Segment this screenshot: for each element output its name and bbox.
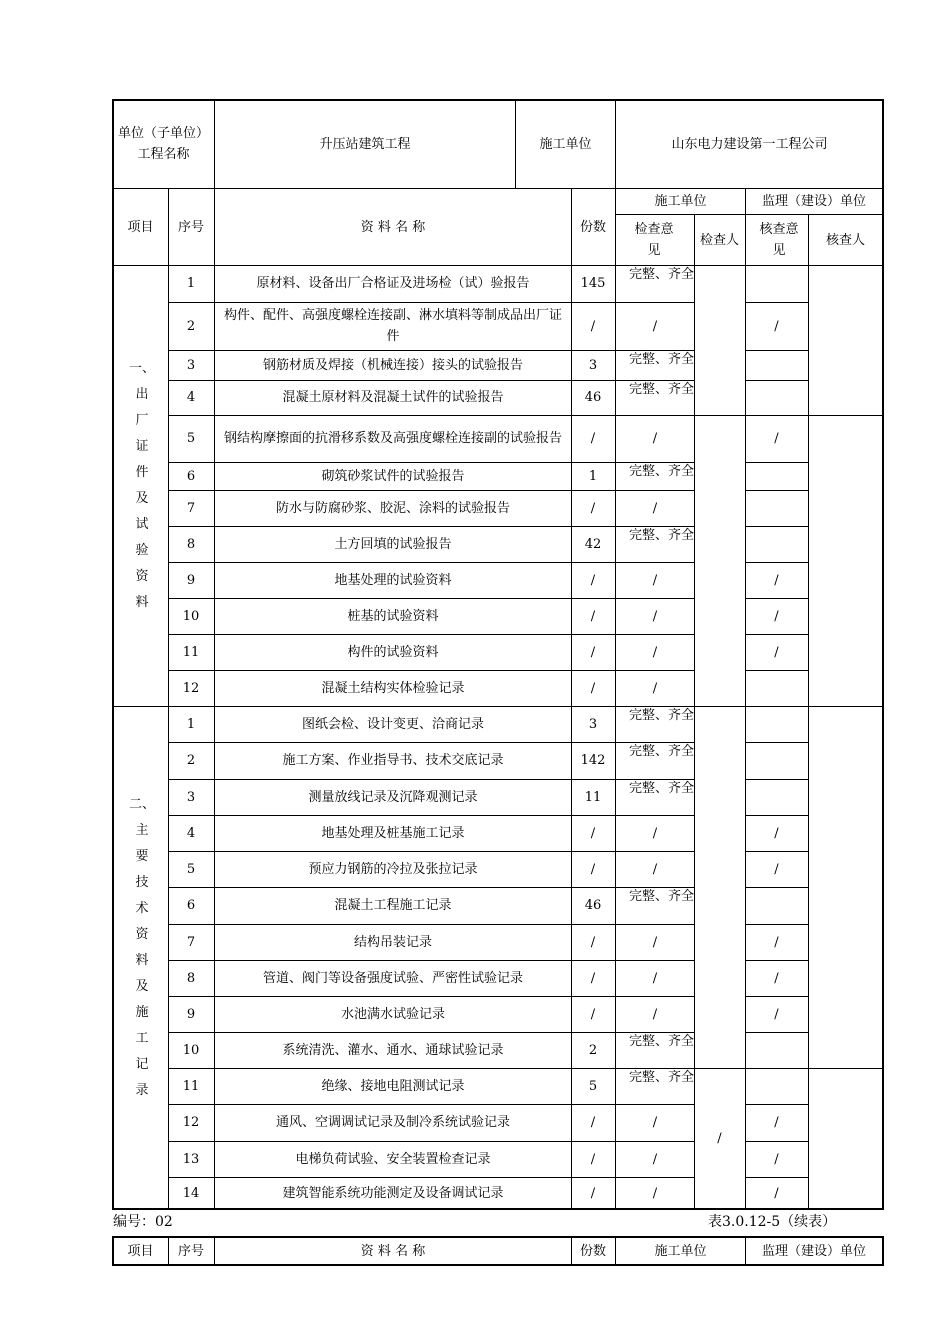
grid-line: [168, 924, 694, 925]
col-reviewer: 核查人: [825, 232, 865, 248]
row-name: 结构吊装记录: [353, 934, 432, 950]
grid-line: [745, 779, 808, 780]
grid-line: [168, 415, 694, 416]
row-seq: 12: [182, 680, 200, 696]
row-name: 测量放线记录及沉降观测记录: [308, 789, 478, 805]
row-check-opinion: /: [652, 608, 658, 624]
grid-line: [112, 706, 882, 707]
grid-line: [745, 1032, 808, 1033]
group-title-char: 及: [135, 491, 149, 506]
col-check-opinion: 检查意见: [634, 222, 674, 258]
row-check-opinion: /: [652, 1151, 658, 1167]
group-title-char: 件: [135, 465, 149, 480]
group-title-char: 验: [135, 543, 149, 558]
row-name: 管道、阀门等设备强度试验、严密性试验记录: [262, 970, 523, 986]
row-check-opinion: /: [652, 825, 658, 841]
group-title-char: 记: [135, 1057, 149, 1072]
row-name: 防水与防腐砂浆、胶泥、涂料的试验报告: [275, 500, 510, 516]
group-title-char: 技: [135, 875, 149, 890]
row-seq: 7: [186, 934, 196, 950]
grid-line: [694, 1068, 745, 1069]
row-name: 电梯负荷试验、安全装置检查记录: [295, 1151, 491, 1167]
group-title-char: 及: [135, 979, 149, 994]
row-check-opinion: 完整、齐全: [629, 1070, 694, 1085]
row-seq: 11: [182, 1078, 200, 1094]
row-seq: 3: [186, 357, 196, 373]
col-seq: 序号: [177, 219, 204, 235]
row-copies: 3: [588, 357, 598, 373]
row-check-opinion: 完整、齐全: [629, 382, 694, 397]
grid-line: [214, 1236, 215, 1265]
row-review-opinion: [745, 779, 808, 815]
grid-line: [168, 960, 694, 961]
table-reference: 表3.0.12-5（续表）: [708, 1214, 837, 1230]
row-name: 绝缘、接地电阻测试记录: [321, 1078, 465, 1094]
next-col-construction: 施工单位: [654, 1243, 707, 1259]
row-copies: 46: [584, 898, 602, 913]
grid-line: [745, 996, 808, 997]
row-check-opinion: /: [652, 970, 658, 986]
grid-line: [112, 1236, 114, 1265]
row-name: 施工方案、作业指导书、技术交底记录: [282, 753, 504, 768]
row-name: 构件、配件、高强度螺栓连接副、淋水填料等制成品出厂证件: [223, 308, 562, 344]
row-check-opinion: 完整、齐全: [629, 744, 694, 759]
row-name: 原材料、设备出厂合格证及进场检（试）验报告: [256, 276, 530, 291]
row-copies: /: [590, 825, 596, 841]
grid-line: [112, 1264, 884, 1266]
row-review-opinion: /: [774, 970, 779, 986]
row-review-opinion: [745, 462, 808, 490]
row-name: 混凝土原材料及混凝土试件的试验报告: [282, 390, 504, 405]
grid-line: [168, 1068, 694, 1069]
row-seq: 11: [182, 644, 200, 660]
row-check-opinion: 完整、齐全: [629, 528, 694, 543]
grid-line: [112, 188, 884, 189]
row-review-opinion: [745, 1032, 808, 1068]
row-seq: 3: [186, 789, 196, 805]
group-title-char: 证: [135, 439, 149, 454]
grid-line: [168, 1141, 694, 1142]
row-copies: /: [590, 318, 596, 334]
col-copies: 份数: [579, 219, 606, 235]
grid-line: [168, 670, 694, 671]
col-item: 项目: [127, 219, 154, 235]
grid-line: [112, 265, 882, 266]
row-name: 混凝土结构实体检验记录: [321, 680, 465, 696]
row-review-opinion: [745, 380, 808, 415]
grid-line: [745, 490, 808, 491]
row-check-opinion: /: [652, 644, 658, 660]
row-seq: 6: [186, 468, 196, 484]
grid-line: [694, 214, 695, 1210]
checker-merged-mark: /: [717, 1130, 722, 1146]
grid-line: [808, 265, 809, 1210]
row-review-opinion: /: [774, 934, 779, 950]
row-check-opinion: /: [652, 500, 658, 516]
row-copies: /: [590, 572, 596, 588]
row-check-opinion: /: [652, 1006, 658, 1022]
grid-line: [168, 887, 694, 888]
grid-line: [745, 1177, 808, 1178]
row-seq: 5: [186, 861, 196, 877]
grid-line: [882, 1236, 884, 1265]
row-review-opinion: [745, 526, 808, 562]
row-review-opinion: /: [774, 1115, 779, 1130]
grid-line: [112, 1236, 884, 1238]
row-copies: /: [590, 500, 596, 516]
group-title-char: 二、: [129, 797, 156, 812]
group-title-char: 出: [135, 387, 149, 402]
row-name: 通风、空调调试记录及制冷系统试验记录: [275, 1115, 510, 1130]
row-check-opinion: 完整、齐全: [629, 267, 694, 282]
row-check-opinion: /: [652, 431, 658, 446]
grid-line: [571, 1236, 572, 1265]
group-title-char: 厂: [135, 413, 149, 428]
row-check-opinion: 完整、齐全: [629, 889, 694, 904]
contractor-label: 施工单位: [539, 136, 592, 152]
grid-line: [745, 1068, 808, 1069]
row-name: 桩基的试验资料: [347, 608, 439, 624]
row-copies: 11: [584, 789, 602, 805]
row-name: 混凝土工程施工记录: [334, 898, 452, 913]
grid-line: [615, 214, 882, 215]
row-check-opinion: 完整、齐全: [629, 708, 694, 723]
row-check-opinion: 完整、齐全: [629, 464, 694, 479]
grid-line: [745, 1141, 808, 1142]
row-seq: 10: [182, 1042, 200, 1058]
row-name: 预应力钢筋的冷拉及张拉记录: [308, 861, 478, 877]
grid-line: [571, 188, 572, 1210]
unit-label: 单位（子单位）工程名称: [117, 126, 209, 162]
row-copies: 3: [588, 716, 598, 732]
row-name: 构件的试验资料: [347, 644, 439, 660]
row-seq: 13: [182, 1151, 200, 1167]
grid-line: [168, 302, 694, 303]
row-check-opinion: 完整、齐全: [629, 1034, 694, 1049]
grid-line: [168, 490, 694, 491]
serial-number: 编号：02: [113, 1214, 173, 1230]
row-review-opinion: /: [774, 825, 779, 841]
group-title-char: 施: [135, 1005, 149, 1020]
row-review-opinion: /: [774, 572, 779, 588]
row-seq: 12: [182, 1115, 200, 1130]
row-seq: 9: [186, 572, 196, 588]
grid-line: [168, 815, 694, 816]
group-title-char: 一、: [129, 361, 156, 376]
grid-line: [168, 996, 694, 997]
grid-line: [745, 350, 808, 351]
row-seq: 4: [186, 825, 196, 841]
group-title-char: 料: [135, 595, 149, 610]
grid-line: [694, 415, 745, 416]
row-copies: 5: [588, 1078, 598, 1094]
grid-line: [168, 380, 694, 381]
row-copies: /: [590, 934, 596, 950]
grid-line: [168, 562, 694, 563]
grid-line: [168, 634, 694, 635]
group-title-2: [129, 797, 156, 1098]
grid-line: [745, 851, 808, 852]
row-name: 钢筋材质及焊接（机械连接）接头的试验报告: [262, 357, 523, 373]
next-col-name: 资 料 名 称: [360, 1243, 426, 1259]
grid-line: [745, 526, 808, 527]
row-review-opinion: [745, 265, 808, 302]
next-col-supervision: 监理（建设）单位: [761, 1243, 866, 1259]
row-copies: /: [590, 1186, 596, 1201]
contractor-name: 山东电力建设第一工程公司: [671, 136, 828, 152]
row-seq: 1: [186, 276, 196, 291]
grid-line: [515, 99, 516, 188]
grid-line: [745, 415, 808, 416]
row-review-opinion: /: [774, 1151, 779, 1167]
row-copies: /: [590, 1006, 596, 1022]
grid-line: [112, 99, 884, 101]
row-review-opinion: /: [774, 644, 779, 660]
grid-line: [745, 562, 808, 563]
grid-line: [168, 188, 169, 1210]
row-review-opinion: [745, 887, 808, 924]
row-copies: /: [590, 680, 596, 696]
row-copies: 42: [584, 536, 602, 552]
row-copies: 145: [580, 276, 606, 291]
grid-line: [745, 742, 808, 743]
row-copies: 1: [588, 468, 598, 484]
row-review-opinion: /: [774, 861, 779, 877]
grid-line: [615, 1236, 616, 1265]
row-seq: 2: [186, 753, 196, 768]
grid-line: [745, 924, 808, 925]
group-title-1: [129, 361, 156, 610]
grid-line: [745, 380, 808, 381]
row-copies: /: [590, 970, 596, 986]
row-copies: /: [590, 1115, 596, 1130]
row-copies: /: [590, 431, 596, 446]
group-title-char: 术: [135, 901, 149, 916]
row-review-opinion: [745, 706, 808, 742]
row-name: 地基处理的试验资料: [334, 572, 452, 588]
row-seq: 2: [186, 318, 196, 334]
row-name: 建筑智能系统功能测定及设备调试记录: [282, 1186, 504, 1201]
grid-line: [168, 1177, 694, 1178]
grid-line: [745, 960, 808, 961]
row-check-opinion: /: [652, 1186, 658, 1201]
row-review-opinion: /: [774, 1186, 779, 1201]
row-seq: 5: [186, 431, 196, 446]
row-name: 水池满水试验记录: [340, 1006, 445, 1022]
grid-line: [168, 526, 694, 527]
row-copies: 46: [584, 390, 602, 405]
row-seq: 6: [186, 898, 196, 913]
row-name: 系统清洗、灌水、通水、通球试验记录: [282, 1042, 504, 1058]
row-review-opinion: /: [774, 1006, 779, 1022]
grid-line: [168, 1032, 694, 1033]
group-title-char: 要: [135, 849, 149, 864]
grid-line: [745, 188, 746, 1210]
grid-line: [168, 851, 694, 852]
row-review-opinion: /: [774, 608, 779, 624]
row-check-opinion: /: [652, 934, 658, 950]
row-review-opinion: /: [774, 318, 779, 334]
row-name: 钢结构摩擦面的抗滑移系数及高强度螺栓连接副的试验报告: [223, 431, 562, 446]
group-title-char: 资: [135, 569, 149, 584]
grid-line: [745, 670, 808, 671]
group-title-char: 试: [135, 517, 149, 532]
row-name: 图纸会检、设计变更、洽商记录: [301, 716, 484, 732]
row-copies: /: [590, 608, 596, 624]
group-title-char: 工: [135, 1031, 149, 1046]
grid-line: [808, 415, 882, 416]
row-seq: 4: [186, 390, 196, 405]
grid-line: [745, 1104, 808, 1105]
group-title-char: 主: [135, 823, 149, 838]
row-review-opinion: [745, 670, 808, 706]
grid-line: [168, 1104, 694, 1105]
grid-line: [808, 1068, 882, 1069]
row-seq: 8: [186, 970, 196, 986]
row-seq: 8: [186, 536, 196, 552]
grid-line: [168, 1236, 169, 1265]
row-name: 土方回填的试验报告: [334, 536, 452, 552]
row-check-opinion: 完整、齐全: [629, 352, 694, 367]
col-name: 资 料 名 称: [360, 219, 426, 235]
row-seq: 14: [182, 1186, 200, 1201]
row-seq: 7: [186, 500, 196, 516]
grid-line: [808, 214, 809, 265]
next-col-item: 项目: [127, 1243, 154, 1259]
row-copies: /: [590, 644, 596, 660]
grid-line: [694, 706, 745, 707]
grid-line: [168, 779, 694, 780]
grid-line: [745, 598, 808, 599]
row-name: 地基处理及桩基施工记录: [321, 825, 465, 841]
row-seq: 9: [186, 1006, 196, 1022]
grid-line: [745, 634, 808, 635]
row-seq: 1: [186, 716, 196, 732]
grid-line: [745, 462, 808, 463]
row-name: 砌筑砂浆试件的试验报告: [321, 468, 465, 484]
grid-line: [168, 462, 694, 463]
group-title-char: 资: [135, 927, 149, 942]
row-check-opinion: /: [652, 1115, 658, 1130]
grid-line: [168, 598, 694, 599]
col-checker: 检查人: [699, 232, 739, 248]
row-check-opinion: /: [652, 318, 658, 334]
next-col-copies: 份数: [579, 1243, 606, 1259]
project-name: 升压站建筑工程: [319, 136, 411, 152]
grid-line: [882, 99, 884, 1210]
col-review-opinion: 核查意见: [759, 222, 799, 258]
row-seq: 10: [182, 608, 200, 624]
col-construction-unit: 施工单位: [654, 194, 707, 209]
grid-line: [112, 1208, 884, 1210]
row-review-opinion: [745, 1068, 808, 1104]
row-copies: 142: [580, 753, 606, 768]
row-review-opinion: [745, 742, 808, 779]
row-review-opinion: /: [774, 431, 779, 446]
row-check-opinion: /: [652, 861, 658, 877]
group-title-char: 料: [135, 953, 149, 968]
col-supervision-unit: 监理（建设）单位: [761, 194, 866, 209]
grid-line: [745, 302, 808, 303]
row-check-opinion: /: [652, 572, 658, 588]
grid-line: [808, 706, 882, 707]
grid-line: [168, 742, 694, 743]
row-check-opinion: 完整、齐全: [629, 781, 694, 796]
row-copies: /: [590, 861, 596, 877]
row-review-opinion: [745, 350, 808, 380]
row-check-opinion: /: [652, 680, 658, 696]
next-col-seq: 序号: [177, 1243, 204, 1259]
group-title-char: 录: [135, 1083, 149, 1098]
grid-line: [745, 815, 808, 816]
grid-line: [168, 350, 694, 351]
row-review-opinion: [745, 490, 808, 526]
row-copies: 2: [588, 1042, 598, 1058]
grid-line: [745, 1236, 746, 1265]
grid-line: [745, 887, 808, 888]
row-copies: /: [590, 1151, 596, 1167]
